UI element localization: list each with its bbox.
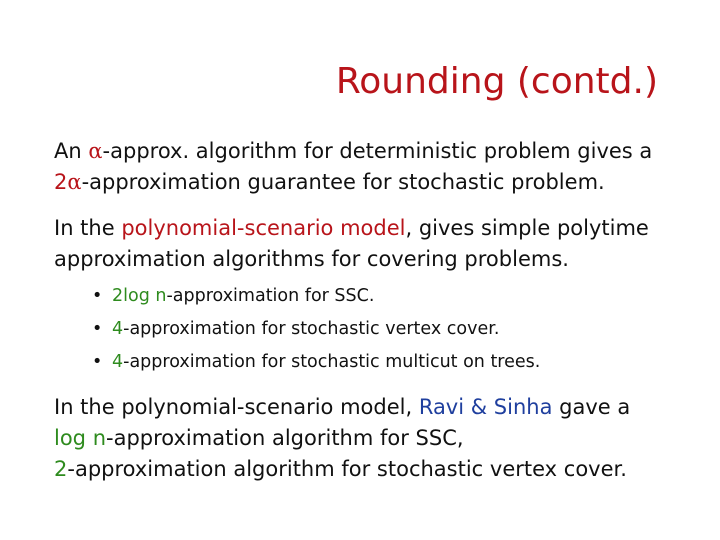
para3-text-4: -approximation algorithm for stochastic vertex cover. bbox=[67, 457, 627, 481]
authors-ravi-sinha: Ravi & Sinha bbox=[418, 395, 553, 419]
polynomial-scenario-model-term: polynomial-scenario model bbox=[121, 216, 406, 240]
bullet-highlight: 4 bbox=[112, 352, 124, 372]
bullet-marker: • bbox=[92, 319, 103, 339]
bullet-list bbox=[92, 280, 540, 379]
para1-text-2: -approx. algorithm for deterministic problem gives a bbox=[102, 139, 653, 163]
paragraph-ravi-sinha bbox=[54, 392, 694, 485]
two-factor: 2 bbox=[54, 170, 68, 194]
alpha-symbol: α bbox=[88, 139, 103, 163]
log-n-highlight: log n bbox=[54, 426, 106, 450]
slide-title: Rounding (contd.) bbox=[335, 61, 658, 102]
list-item bbox=[92, 313, 540, 346]
para2-text-2: , gives simple polytime approximation algorithms for covering problems. bbox=[54, 216, 649, 271]
bullet-highlight: 2log n bbox=[112, 286, 167, 306]
para3-text-2: gave a bbox=[552, 395, 631, 419]
alpha-symbol-2: α bbox=[67, 170, 82, 194]
paragraph-polynomial-scenario bbox=[54, 213, 694, 275]
bullet-highlight: 4 bbox=[112, 319, 124, 339]
list-item bbox=[92, 280, 540, 313]
para1-text-4: -approximation guarantee for stochastic problem. bbox=[81, 170, 605, 194]
bullet-text: -approximation for stochastic multicut on trees. bbox=[123, 352, 541, 372]
paragraph-alpha-approx bbox=[54, 136, 694, 198]
list-item bbox=[92, 346, 540, 379]
two-highlight: 2 bbox=[54, 457, 68, 481]
bullet-marker: • bbox=[92, 286, 103, 306]
bullet-text: -approximation for stochastic vertex cover. bbox=[123, 319, 500, 339]
para1-text-1: An bbox=[54, 139, 89, 163]
para3-text-3: -approximation algorithm for SSC, bbox=[106, 426, 464, 450]
para2-text-1: In the bbox=[54, 216, 122, 240]
bullet-text: -approximation for SSC. bbox=[166, 286, 375, 306]
para3-text-1: In the polynomial-scenario model, bbox=[54, 395, 419, 419]
bullet-marker: • bbox=[92, 352, 103, 372]
